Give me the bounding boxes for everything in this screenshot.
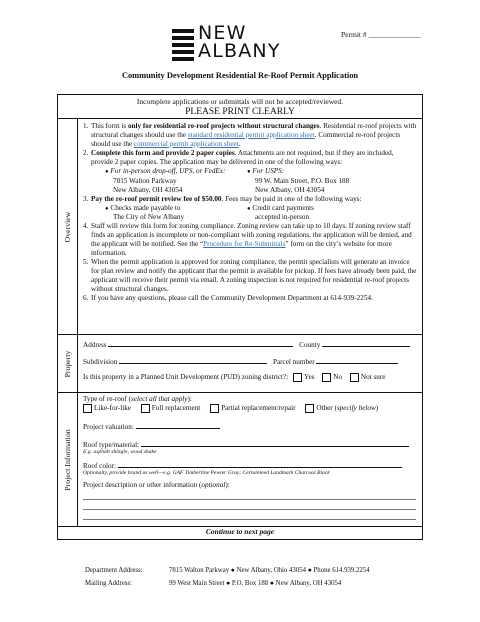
permit-form (57, 94, 423, 540)
pud-no-label: No (333, 373, 343, 382)
project-label: Project Information (58, 393, 78, 526)
overview-label: Overview (58, 119, 78, 334)
payment-options: ● Checks made payable to The City of New Albany ● Credit card payments accepted in-person (105, 203, 314, 221)
notice-line1: Incomplete applications or submittals will not be accepted/reviewed. (136, 97, 344, 106)
other-checkbox[interactable] (305, 404, 314, 413)
description-line[interactable] (83, 509, 416, 510)
notice-line2: PLEASE PRINT CLEARLY (185, 107, 295, 118)
pud-no-checkbox[interactable] (322, 373, 331, 382)
color-input[interactable] (118, 461, 402, 468)
department-address: Department Address: 7815 Walton Parkway ● New Albany, Ohio 43054 ● Phone 614.939.2254 (85, 567, 370, 574)
address-input[interactable] (108, 340, 293, 347)
logo-bar (172, 29, 194, 33)
color-label: Roof color: (83, 462, 116, 470)
subdivision-input[interactable] (119, 357, 267, 364)
logo-bar (172, 50, 194, 54)
resubmittal-procedure-link[interactable]: Procedure for Re-Submittals (203, 240, 286, 248)
overview-item-6: 6. If you have any questions, please call the Community Development Department at 614-939-2254. (83, 294, 373, 302)
logo-text-line2: ALBANY (198, 40, 281, 62)
full-replacement-checkbox[interactable] (141, 404, 150, 413)
reroof-type-options: Like-for-like Full replacement Partial replacement/repair Other (specify below) (80, 404, 378, 413)
description-line[interactable] (83, 499, 416, 500)
description-label: Project description or other information (optional): (83, 481, 230, 489)
county-input[interactable] (322, 340, 410, 347)
pud-yes-checkbox[interactable] (293, 373, 302, 382)
logo-bar (172, 36, 194, 40)
overview-item-4: 4. Staff will review this form for zoning compliance. Zoning review can take up to 10 days. If zoning review staff finds an application is incomplete or non-compliant with zoning regulations, the application will be denied, and the applicant will be notified. See the “Procedure for Re-Submittals” form on the city’s website for more information. (83, 222, 412, 257)
logo-text-line1: NEW (198, 22, 247, 44)
pud-question: Is this property in a Planned Unit Development (PUD) zoning district?: (83, 373, 289, 382)
overview-section (58, 119, 422, 335)
material-input[interactable] (141, 440, 409, 447)
delivery-options: ● For in-person drop-off, UPS, or FedEx: 7815 Walton Parkway New Albany, OH 43054 ● For USPS: 99 W. Main Street, P.O. Box 188 New Albany, OH 43054 (105, 167, 350, 194)
parcel-label: Parcel number (272, 358, 315, 366)
color-hint: Optionally, provide brand as well—e.g. GAF Timberline Pewter Gray; Certainteed Landmark Charcoal Black (83, 470, 330, 476)
pud-notsure-checkbox[interactable] (350, 373, 359, 382)
new-albany-logo (172, 24, 284, 66)
logo-bar (172, 57, 194, 61)
logo-bar (172, 43, 194, 47)
overview-body (83, 122, 417, 303)
mailing-address: Mailing Address: 99 West Main Street ● P.O. Box 188 ● New Albany, OH 43054 (85, 580, 342, 587)
overview-item-1: 1. This form is only for residential re-roof projects without structural changes. Residential re-roof projects with structural changes should use the standard residential permit application sheet. Commercial re-roof projects should use the commercial permit application sheet. (83, 122, 417, 148)
residential-permit-link[interactable]: standard residential permit application sheet (187, 131, 315, 139)
subdivision-label: Subdivision (83, 358, 118, 366)
parcel-input[interactable] (316, 357, 398, 364)
continue-notice: Continue to next page (205, 527, 275, 536)
valuation-input[interactable] (136, 422, 220, 429)
reroof-type-heading: Type of re-roof (select all that apply): (83, 395, 192, 403)
county-label: County (299, 341, 321, 349)
overview-item-5: 5. When the permit application is approved for zoning compliance, the permit specialists will generate an invoice for plan review and notify the applicant that the permit is available for pickup. If fees have already been paid, the applicant will receive their permit via email. A zoning inspection is not required for residential re-roof projects without structural changes. (83, 258, 417, 293)
pud-yes-label: Yes (304, 373, 315, 382)
property-label: Property (58, 335, 78, 392)
property-section (58, 335, 422, 393)
material-hint: E.g. asphalt shingle, wood shake (83, 449, 157, 455)
description-line[interactable] (83, 519, 416, 520)
project-section (58, 393, 422, 527)
overview-item-2: 2. Complete this form and provide 2 paper copies. Attachments are not required, but if they are included, provide 2 paper copies. The application may be delivered in one of the following ways: ● For in-person drop-off, UPS, or FedEx: 7815 Walton Parkway New Albany, OH 43054 ● For USPS: 99 W. Main Street, P.O. Box 188 New Albany, OH 43054 (83, 149, 417, 195)
partial-replacement-checkbox[interactable] (210, 404, 219, 413)
permit-number-field[interactable]: Permit # ______________ (341, 30, 421, 39)
page-title: Community Development Residential Re-Roof Permit Application (121, 71, 359, 80)
pud-notsure-label: Not sure (360, 373, 386, 382)
valuation-label: Project valuation: (83, 423, 134, 431)
overview-item-3: 3. Pay the re-roof permit review fee of $50.00. Fees may be paid in one of the following ways: ● Checks made payable to The City of New Albany ● Credit card payments accepted in-person (83, 195, 417, 223)
commercial-permit-link[interactable]: commercial permit application sheet (133, 140, 239, 148)
like-for-like-checkbox[interactable] (83, 404, 92, 413)
address-label: Address (83, 341, 107, 349)
notice-box (58, 95, 422, 119)
material-label: Roof type/material: (83, 441, 140, 449)
